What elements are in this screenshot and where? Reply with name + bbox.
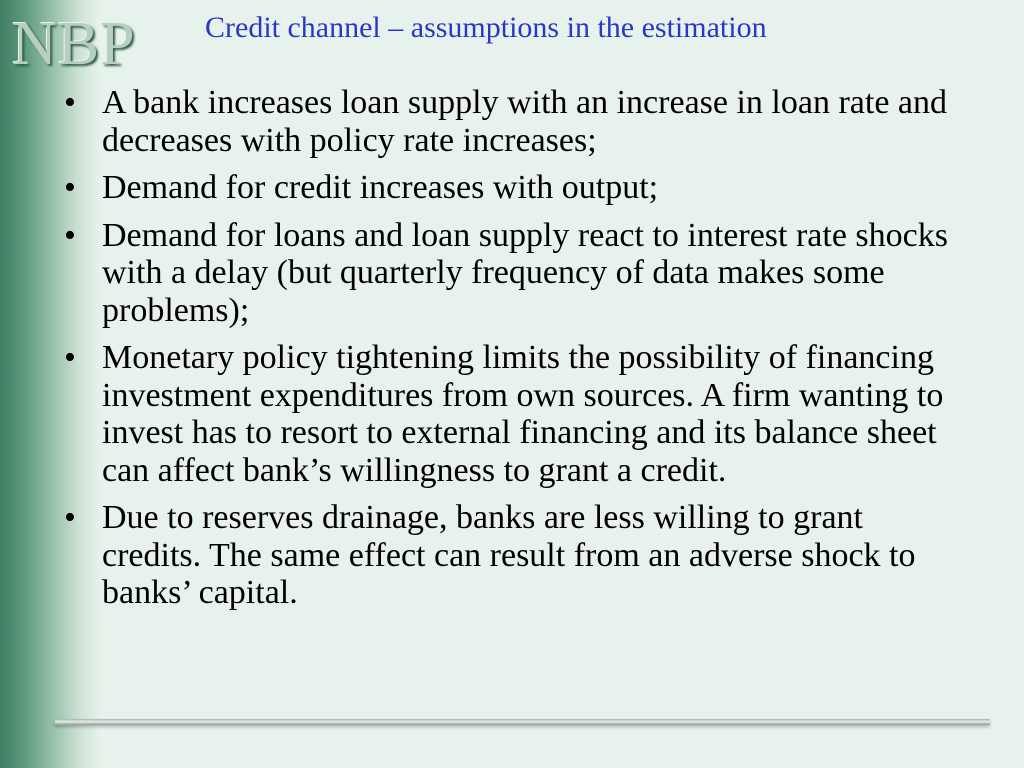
bullet-item: • Demand for credit increases with output; bbox=[62, 169, 962, 207]
bottom-divider bbox=[55, 719, 990, 725]
bullet-item: • Demand for loans and loan supply react to interest rate shocks with a delay (but quarterly frequency of data makes some problems); bbox=[62, 217, 962, 330]
bullet-item: • A bank increases loan supply with an increase in loan rate and decreases with policy rate increases; bbox=[62, 84, 962, 159]
nbp-logo: NBP bbox=[12, 10, 136, 78]
bullet-item: • Monetary policy tightening limits the possibility of financing investment expenditures from own sources. A firm wanting to invest has to resort to external financing and its balance sheet can affect bank’s willingness to grant a credit. bbox=[62, 339, 962, 489]
bullet-item: • Due to reserves drainage, banks are less willing to grant credits. The same effect can result from an adverse shock to banks’ capital. bbox=[62, 499, 962, 612]
bullet-list bbox=[62, 84, 962, 622]
slide-title: Credit channel – assumptions in the estimation bbox=[205, 11, 767, 44]
